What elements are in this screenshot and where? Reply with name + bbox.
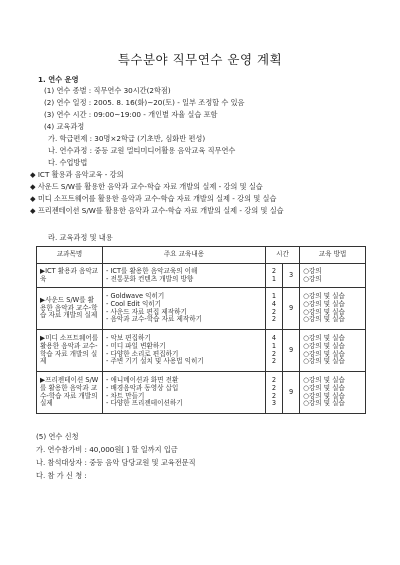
curriculum-heading: (4) 교육과정 xyxy=(44,122,85,131)
hours-list: 1 4 2 2 xyxy=(265,288,282,330)
method-list: ○강의 및 실습 ○강의 및 실습 ○강의 및 실습 ○강의 및 실습 xyxy=(300,330,366,372)
teaching-method-heading: 다. 수업방법 xyxy=(48,158,88,167)
total-hours: 3 xyxy=(283,264,300,288)
hours-list: 2 1 xyxy=(265,264,282,288)
subject-name: ▶ICT 활용과 음악교육 xyxy=(37,264,103,288)
total-hours: 9 xyxy=(283,288,300,330)
table-row xyxy=(37,264,366,288)
table-heading: 라. 교육과정 및 내용 xyxy=(48,233,113,242)
header-method: 교육 방법 xyxy=(300,247,366,264)
header-hours: 시간 xyxy=(265,247,299,264)
table-header-row xyxy=(37,247,366,264)
total-hours: 9 xyxy=(283,372,300,414)
subject-name: ▶프리젠테이션 S/W를 활용한 음악과 교수-학습 자료 개발의 실제 xyxy=(37,372,103,414)
table-row xyxy=(37,288,366,330)
training-hours: (3) 연수 시간 : 09:00~19:00 - 개인별 자율 실습 포함 xyxy=(44,110,218,119)
method-list: ○강의 ○강의 xyxy=(300,264,366,288)
section-heading: 1. 연수 운영 xyxy=(38,75,79,84)
table-row xyxy=(37,330,366,372)
content-list: - 애니메이션과 화면 전환 - 배경음악과 동영상 삽입 - 차트 만들기 - 다양한 프리젠테이션하기 xyxy=(103,372,266,414)
subject-name: ▶사운드 S/W를 활용한 음악과 교수-학습 자료 개발의 실제 xyxy=(37,288,103,330)
table-row xyxy=(37,372,366,414)
content-list: - ICT를 활용한 음악교육의 이해 - 전통문화 컨텐츠 개발의 방향 xyxy=(103,264,266,288)
course-name: 나. 연수과정 : 중등 교원 멀티미디어활용 음악교육 직무연수 xyxy=(48,146,236,155)
method-list: ○강의 및 실습 ○강의 및 실습 ○강의 및 실습 ○강의 및 실습 xyxy=(300,288,366,330)
hours-list: 4 1 2 2 xyxy=(265,330,282,372)
applicant-line: 다. 참 가 신 청 : xyxy=(36,471,87,480)
bullet-item: ◆ 사운드 S/W를 활용한 음악과 교수-학습 자료 개발의 실제 - 강의 및 실습 xyxy=(30,182,263,191)
hours-list: 2 2 2 3 xyxy=(265,372,282,414)
subject-name: ▶미디 소프트웨어를 활용한 음악과 교수-학습 자료 개발의 실제 xyxy=(37,330,103,372)
training-schedule: (2) 연수 일정 : 2005. 8. 16(화)~20(토) - 일부 조정할 수 있음 xyxy=(44,98,245,107)
document-title: 특수분야 직무연수 운영 계획 xyxy=(117,52,283,67)
application-heading: (5) 연수 신청 xyxy=(36,432,79,441)
content-list: - Goldwave 익히기 - Cool Edit 익히기 - 사운드 자료 편집 제작하기 - 음악과 교수-학습 자료 제작하기 xyxy=(103,288,266,330)
header-subject: 교과목명 xyxy=(37,247,103,264)
curriculum-table xyxy=(36,246,366,414)
fee-line: 가. 연수참가비 : 40,000원[ ] 할 일까지 입금 xyxy=(36,445,178,454)
class-organization: 가. 학급편제 : 30명×2학급 (기초반, 심화반 편성) xyxy=(48,134,206,143)
bullet-item: ◆ 프리젠테이션 S/W를 활용한 음악과 교수-학습 자료 개발의 실제 - 강의 및 실습 xyxy=(30,206,284,215)
training-type: (1) 연수 종별 : 직무연수 30시간(2학점) xyxy=(44,86,171,95)
bullet-item: ◆ 미디 소프트웨어를 활용한 음악과 교수-학습 자료 개발의 실제 - 강의 및 실습 xyxy=(30,194,277,203)
target-line: 나. 참석대상자 : 중등 음악 담당교원 및 교육전문직 xyxy=(36,458,196,467)
total-hours: 9 xyxy=(283,330,300,372)
content-list: - 악보 편집하기 - 미디 파일 변환하기 - 다양한 소리로 편집하기 - 주변 기기 설치 및 사용법 익히기 xyxy=(103,330,266,372)
header-content: 주요 교육내용 xyxy=(103,247,266,264)
method-list: ○강의 및 실습 ○강의 및 실습 ○강의 및 실습 ○강의 및 실습 xyxy=(300,372,366,414)
bullet-item: ◆ ICT 활용과 음악교육 - 강의 xyxy=(30,170,124,179)
